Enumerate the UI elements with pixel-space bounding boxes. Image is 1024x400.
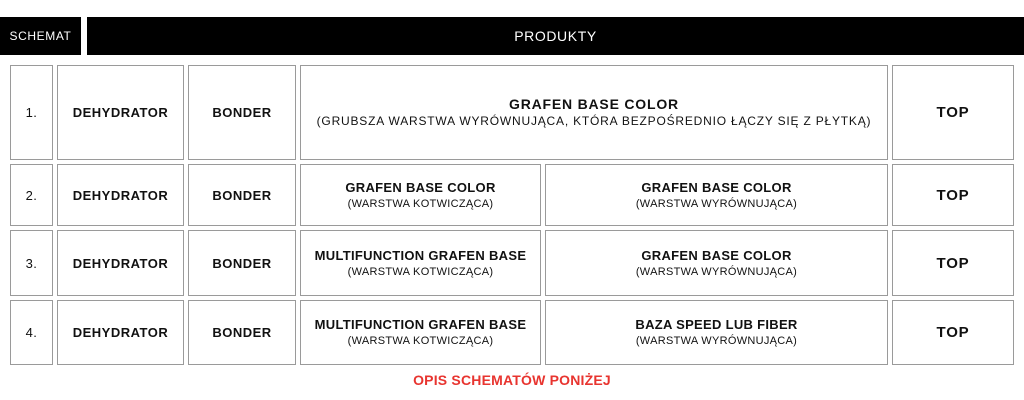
- row-3-base-2: [545, 230, 888, 296]
- header-produkty: PRODUKTY: [87, 17, 1024, 55]
- row-4-bonder: BONDER: [188, 300, 296, 365]
- row-4-number: 4.: [10, 300, 53, 365]
- row-1-base-title: GRAFEN BASE COLOR: [509, 96, 679, 112]
- row-4-base-2-subtitle: (WARSTWA WYRÓWNUJĄCA): [635, 335, 798, 347]
- row-2-top: TOP: [892, 164, 1014, 226]
- row-4-base-1-subtitle: (WARSTWA KOTWICZĄCA): [347, 335, 494, 347]
- row-3-base-1-subtitle: (WARSTWA KOTWICZĄCA): [347, 265, 494, 278]
- row-4-base-2: [545, 300, 888, 365]
- row-2-bonder: BONDER: [188, 164, 296, 226]
- row-3-number: 3.: [10, 230, 53, 296]
- row-3-bonder: BONDER: [188, 230, 296, 296]
- row-1-number: 1.: [10, 65, 53, 160]
- row-3-base-1-title: MULTIFUNCTION GRAFEN BASE: [314, 247, 527, 263]
- row-1-base: [300, 65, 888, 160]
- row-2-base-2: [545, 164, 888, 226]
- row-3-base-2-subtitle: (WARSTWA WYRÓWNUJĄCA): [635, 265, 798, 278]
- row-4-base-1-title: MULTIFUNCTION GRAFEN BASE: [314, 317, 527, 332]
- header-schemat: SCHEMAT: [0, 17, 81, 55]
- row-2-number: 2.: [10, 164, 53, 226]
- row-4-base-1: [300, 300, 541, 365]
- row-3-base-1: [300, 230, 541, 296]
- scheme-description-link[interactable]: OPIS SCHEMATÓW PONIŻEJ: [413, 372, 611, 388]
- row-3-dehydrator: DEHYDRATOR: [57, 230, 184, 296]
- row-2-dehydrator: DEHYDRATOR: [57, 164, 184, 226]
- row-2-base-1: [300, 164, 541, 226]
- row-2-base-1-title: GRAFEN BASE COLOR: [345, 179, 496, 195]
- row-1-base-subtitle: (GRUBSZA WARSTWA WYRÓWNUJĄCA, KTÓRA BEZPOŚREDNIO ŁĄCZY SIĘ Z PŁYTKĄ): [316, 114, 872, 128]
- row-2-base-1-subtitle: (WARSTWA KOTWICZĄCA): [347, 197, 494, 210]
- row-2-base-2-subtitle: (WARSTWA WYRÓWNUJĄCA): [635, 197, 798, 210]
- row-2-base-2-title: GRAFEN BASE COLOR: [641, 179, 792, 195]
- row-1-bonder: BONDER: [188, 65, 296, 160]
- row-4-top: TOP: [892, 300, 1014, 365]
- row-4-dehydrator: DEHYDRATOR: [57, 300, 184, 365]
- row-1-top: TOP: [892, 65, 1014, 160]
- row-1-dehydrator: DEHYDRATOR: [57, 65, 184, 160]
- row-4-base-2-title: BAZA SPEED LUB FIBER: [635, 317, 798, 332]
- row-3-base-2-title: GRAFEN BASE COLOR: [641, 247, 792, 263]
- row-3-top: TOP: [892, 230, 1014, 296]
